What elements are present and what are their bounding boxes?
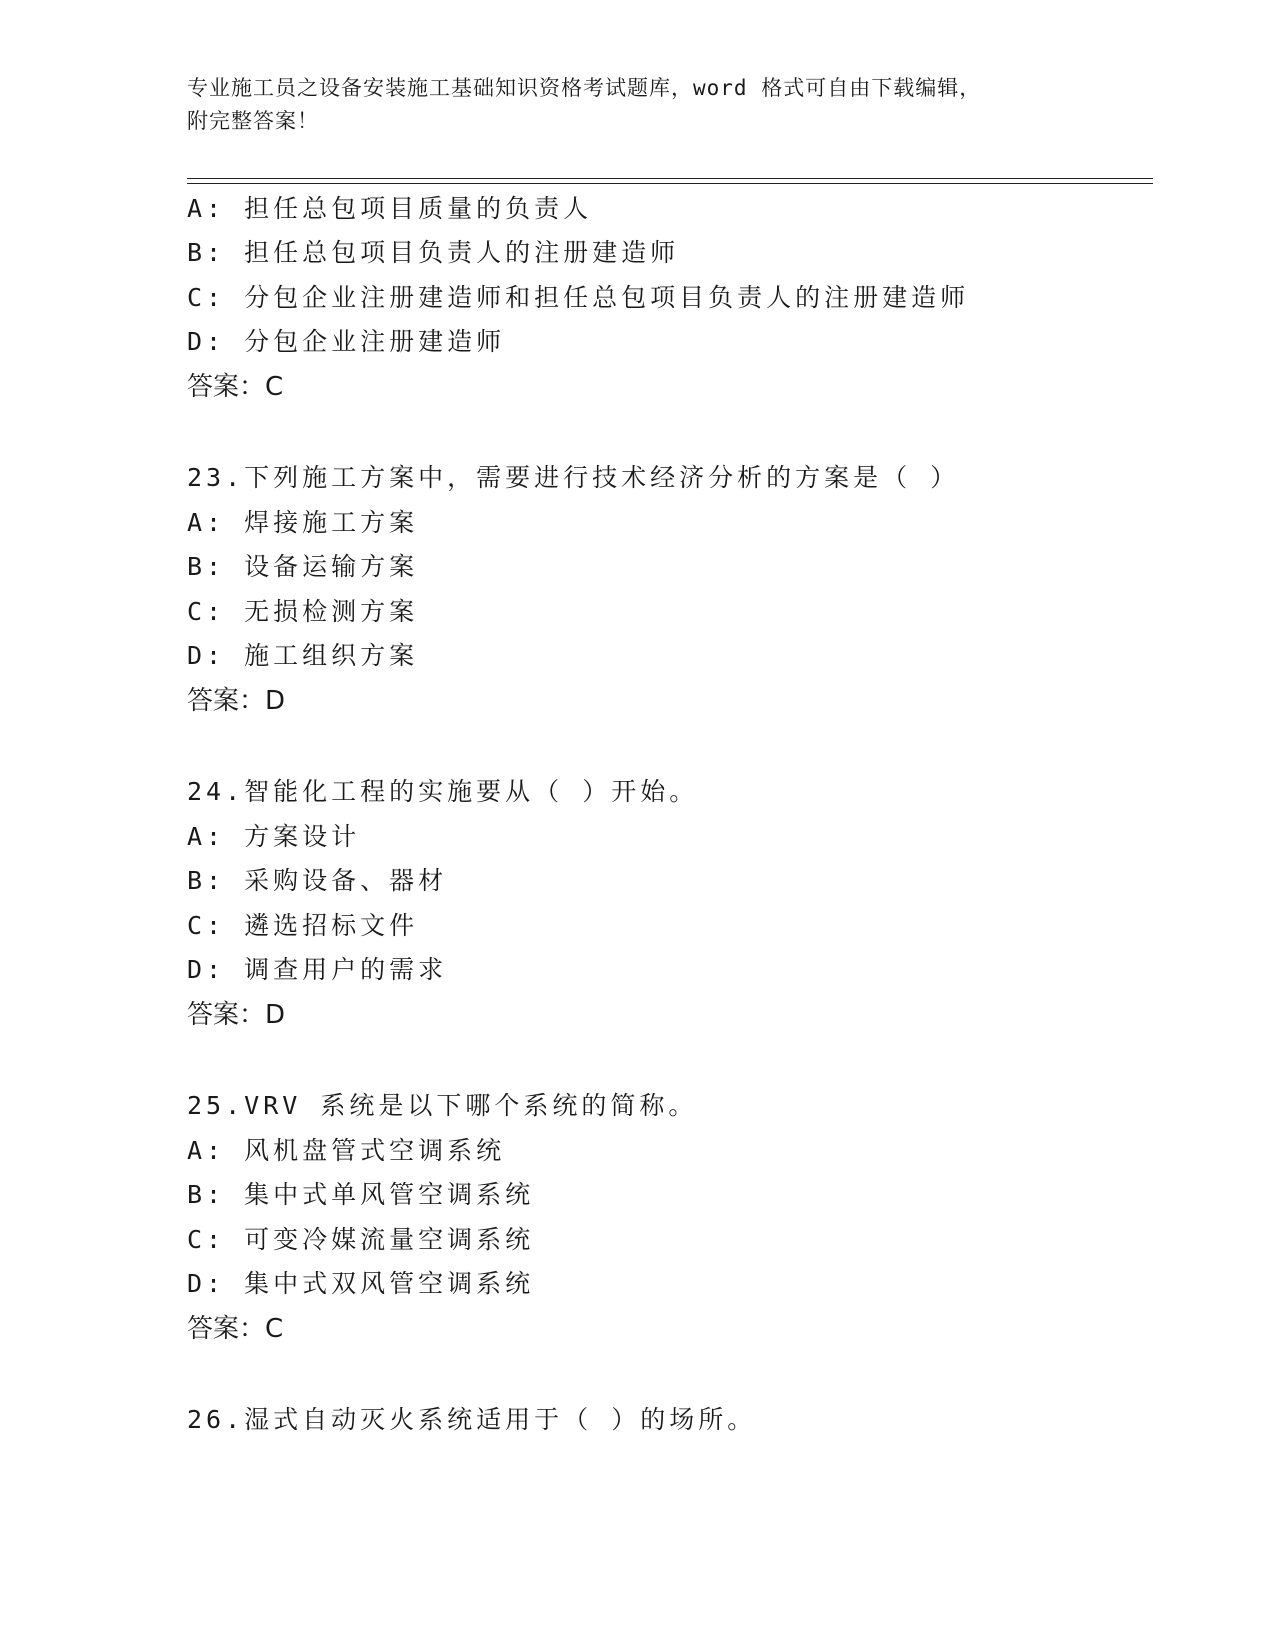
q22-answer: 答案：C	[187, 372, 284, 402]
document-header	[187, 72, 1087, 138]
q23-option-b: B: 设备运输方案	[187, 552, 419, 581]
q22-option-c: C: 分包企业注册建造师和担任总包项目负责人的注册建造师	[187, 283, 970, 312]
q26-question: 26.湿式自动灭火系统适用于（ ）的场所。	[187, 1405, 757, 1434]
q25-option-d: D: 集中式双风管空调系统	[187, 1269, 535, 1298]
q25-question: 25.VRV 系统是以下哪个系统的简称。	[187, 1091, 698, 1120]
header-line-2: 附完整答案！	[187, 109, 319, 133]
q23-option-a: A: 焊接施工方案	[187, 508, 419, 537]
q22-option-b: B: 担任总包项目负责人的注册建造师	[187, 238, 680, 267]
q23-answer: 答案：D	[187, 686, 286, 716]
q24-answer: 答案：D	[187, 1000, 286, 1030]
q25-option-b: B: 集中式单风管空调系统	[187, 1180, 535, 1209]
q25-option-a: A: 风机盘管式空调系统	[187, 1136, 506, 1165]
header-divider-top	[187, 178, 1153, 179]
header-divider-bottom	[187, 183, 1153, 184]
q24-question: 24.智能化工程的实施要从（ ）开始。	[187, 777, 699, 806]
q24-option-c: C: 遴选招标文件	[187, 911, 419, 940]
q22-option-a: A: 担任总包项目质量的负责人	[187, 194, 593, 223]
q23-question: 23.下列施工方案中，需要进行技术经济分析的方案是（ ）	[187, 463, 960, 492]
q23-option-c: C: 无损检测方案	[187, 597, 419, 626]
q25-answer: 答案：C	[187, 1314, 284, 1344]
q23-option-d: D: 施工组织方案	[187, 641, 419, 670]
header-line-1: 专业施工员之设备安装施工基础知识资格考试题库，word 格式可自由下载编辑，	[187, 76, 982, 100]
q25-option-c: C: 可变冷媒流量空调系统	[187, 1225, 535, 1254]
q24-option-a: A: 方案设计	[187, 822, 361, 851]
q24-option-d: D: 调查用户的需求	[187, 955, 448, 984]
q22-option-d: D: 分包企业注册建造师	[187, 327, 506, 356]
q24-option-b: B: 采购设备、器材	[187, 866, 448, 895]
